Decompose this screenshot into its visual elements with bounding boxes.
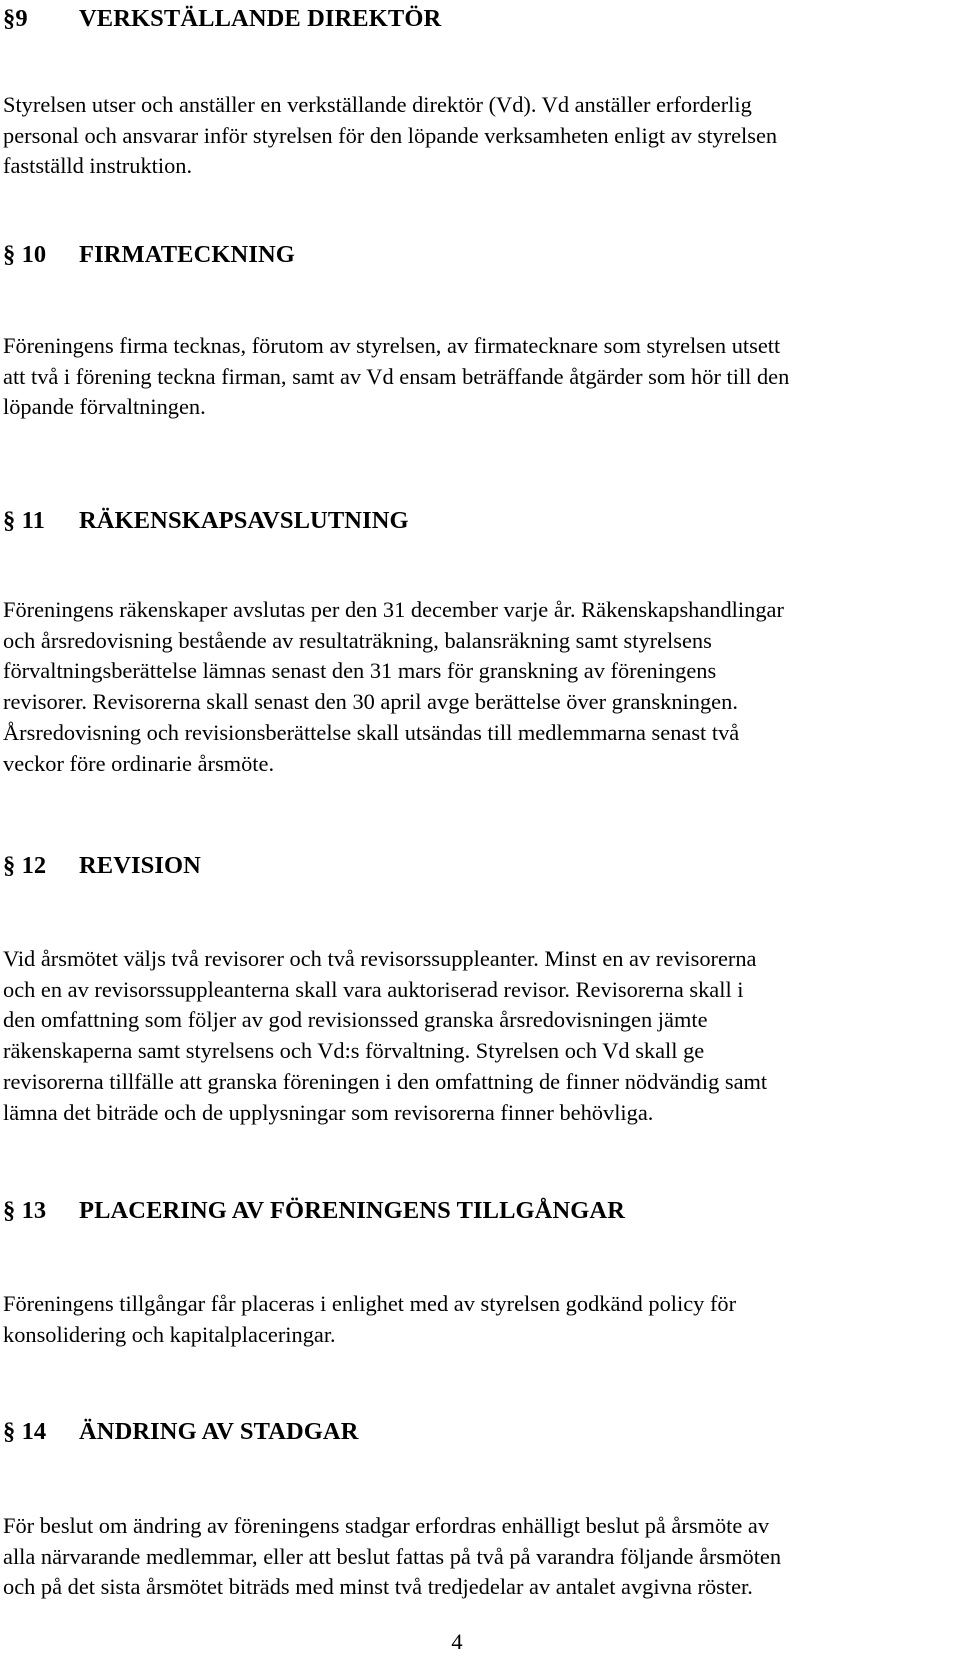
section-title: FIRMATECKNING: [79, 241, 295, 268]
section-number: § 11: [3, 507, 45, 534]
paragraph-line: fastställd instruktion.: [3, 153, 193, 179]
section-9-heading: [3, 4, 441, 34]
paragraph-line: lämna det biträde och de upplysningar som revisorerna finner behövliga.: [3, 1099, 654, 1125]
section-9-paragraph: [3, 90, 953, 182]
paragraph-line: och på det sista årsmötet biträds med minst två tredjedelar av antalet avgivna röster.: [3, 1574, 753, 1600]
paragraph-line: och årsredovisning bestående av resultaträkning, balansräkning samt styrelsens: [3, 627, 712, 653]
paragraph-line: att två i förening teckna firman, samt av Vd ensam beträffande åtgärder som hör till den: [3, 363, 790, 389]
paragraph-line: För beslut om ändring av föreningens stadgar erfordras enhälligt beslut på årsmöte av: [3, 1513, 770, 1538]
paragraph-line: Föreningens tillgångar får placeras i enlighet med av styrelsen godkänd policy för: [3, 1291, 737, 1316]
paragraph-line: Vid årsmötet väljs två revisorer och två revisorssuppleanter. Minst en av revisorerna: [3, 946, 757, 971]
paragraph-line: den omfattning som följer av god revisionssed granska årsredovisningen jämte: [3, 1007, 708, 1033]
section-number: § 12: [3, 852, 47, 879]
section-number: § 13: [3, 1197, 47, 1224]
section-14-paragraph: [3, 1511, 953, 1603]
section-12-heading: [3, 851, 201, 881]
section-13-heading: [3, 1196, 625, 1226]
paragraph-line: Föreningens firma tecknas, förutom av styrelsen, av firmatecknare som styrelsen utsett: [3, 333, 781, 358]
paragraph-line: personal och ansvarar inför styrelsen för den löpande verksamheten enligt av styrelsen: [3, 122, 778, 148]
section-title: VERKSTÄLLANDE DIREKTÖR: [79, 5, 442, 32]
section-number: § 10: [3, 241, 47, 268]
section-13-paragraph: [3, 1289, 953, 1350]
paragraph-line: och en av revisorssuppleanterna skall vara auktoriserad revisor. Revisorerna skall i: [3, 976, 744, 1002]
section-11-heading: [3, 506, 409, 536]
paragraph-line: Föreningens räkenskaper avslutas per den 31 december varje år. Räkenskapshandlingar: [3, 597, 784, 622]
section-title: ÄNDRING AV STADGAR: [79, 1418, 359, 1445]
section-12-paragraph: [3, 944, 953, 1128]
section-number: §9: [3, 5, 28, 32]
page-number: 4: [451, 1629, 463, 1654]
paragraph-line: veckor före ordinarie årsmöte.: [3, 750, 275, 776]
paragraph-line: räkenskaperna samt styrelsens och Vd:s förvaltning. Styrelsen och Vd skall ge: [3, 1038, 705, 1064]
paragraph-line: Årsredovisning och revisionsberättelse skall utsändas till medlemmarna senast två: [3, 719, 740, 745]
section-title: PLACERING AV FÖRENINGENS TILLGÅNGAR: [79, 1197, 626, 1224]
paragraph-line: konsolidering och kapitalplaceringar.: [3, 1321, 336, 1347]
section-title: RÄKENSKAPSAVSLUTNING: [79, 507, 409, 534]
section-title: REVISION: [79, 852, 201, 879]
paragraph-line: revisorer. Revisorerna skall senast den 30 april avge berättelse över granskningen.: [3, 689, 738, 715]
section-11-paragraph: [3, 595, 953, 779]
section-14-heading: [3, 1417, 359, 1447]
section-10-paragraph: [3, 331, 953, 423]
section-10-heading: [3, 240, 295, 270]
paragraph-line: alla närvarande medlemmar, eller att beslut fattas på två på varandra följande årsmöten: [3, 1543, 782, 1569]
paragraph-line: löpande förvaltningen.: [3, 394, 206, 420]
paragraph-line: förvaltningsberättelse lämnas senast den 31 mars för granskning av föreningens: [3, 658, 717, 684]
paragraph-line: Styrelsen utser och anställer en verkställande direktör (Vd). Vd anställer erforderlig: [3, 92, 752, 117]
section-number: § 14: [3, 1418, 47, 1445]
paragraph-line: revisorerna tillfälle att granska föreningen i den omfattning de finner nödvändig samt: [3, 1068, 768, 1094]
